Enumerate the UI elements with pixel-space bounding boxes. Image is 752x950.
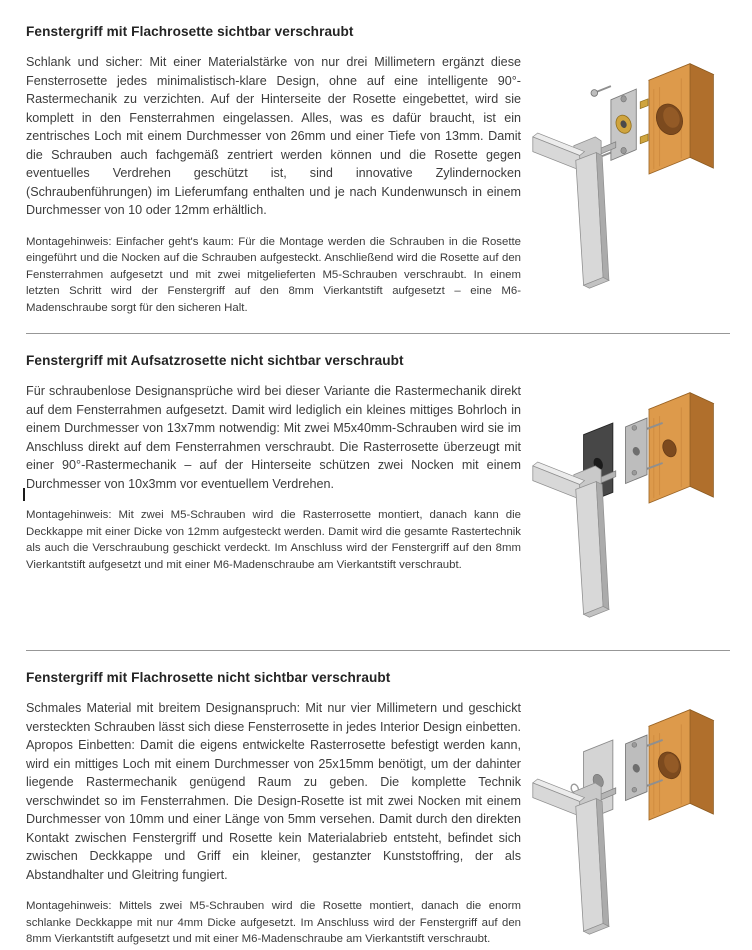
cylinder-cams (640, 99, 648, 144)
section-body-text: Schmales Material mit breitem Designanspruch: Mit nur vier Millimetern und geschickt versteckten Schrauben lässt sich diese Fensterrosette in jedes Interior Design einbetten. Apropos Einbetten: Damit die eigens entwickelte Rasterrosette befestigt werden kann, wird ein mittiges Loch mit einem Durchmesser von 25x15mm benötigt, um der dahinter liegende Rastermechanik genügend Raum zu geben. Die komplette Technik verschwindet so im Fensterrahmen. Die Design-Rosette ist mit zwei Nocken mit einem Durchmesser von 10mm und einer Länge von 5mm versehen. Damit durch den direkten Kontakt zwischen Fenstergriff und Rosette kein Materialabrieb entsteht, befindet sich zwischen Deckkappe und Griff ein kleiner, gestanzter Kunststoffring, der als Abstandhalter und Gleitring fungiert. (26, 701, 521, 882)
exploded-view-illustration-2 (525, 374, 730, 633)
section-title: Fenstergriff mit Flachrosette nicht sichtbar verschraubt (26, 670, 391, 685)
section-title: Fenstergriff mit Aufsatzrosette nicht sichtbar verschraubt (26, 353, 404, 368)
text-cursor (23, 488, 25, 501)
window-frame-block (649, 393, 713, 503)
product-illustration-flachrosette-nicht-sichtbar (521, 691, 730, 950)
window-frame-block (649, 710, 713, 820)
product-illustration-aufsatzrosette (521, 374, 730, 633)
section-divider (26, 650, 730, 651)
section-body-text: Für schraubenlose Designansprüche wird bei dieser Variante die Rastermechanik direkt auf dem Fensterrahmen aufgesetzt. Damit wird lediglich ein kleines mittiges Bohrloch in einem Durchmesser von 13x7mm notwendig: Mit zwei M5x40mm-Schrauben wird sie im Anschluss direkt auf dem Fensterrahmen verschraubt. Die Rasterrosette überzeugt mit einer 90°-Rastermechanik – auf der Hinterseite schützen zwei Nocken mit einem Durchmesser von 10x3mm vor eventuellem Verdrehen. (26, 384, 521, 491)
section-flachrosette-nicht-sichtbar (26, 670, 730, 950)
exploded-view-illustration-1 (525, 45, 730, 304)
section-body-text: Schlank und sicher: Mit einer Materialstärke von nur drei Millimetern ergänzt diese Fensterrosette jedes minimalistisch-klare Design, ohne auf eine intelligente 90°-Rastermechanik zu verzichten. Auf der Hinterseite der Rosette eingebettet, wird sie komplett in den Fensterrahmen eingelassen. Alles, was es dafür braucht, ist ein zentrisches Loch mit einem Durchmesser von 26mm und einer Tiefe von 13mm. Damit die Schrauben auch fachgemäß zentriert werden können und die Rosette gegen eventuelles Verdrehen geschützt ist, sind innovative Zylindernocken (Schraubenführungen) im Lieferumfang enthalten und je nach Kundenwunsch in einem Durchmesser von 10 oder 12mm erhältlich. (26, 55, 521, 217)
section-flachrosette-sichtbar (26, 24, 730, 316)
section-montage-text: Montagehinweis: Einfacher geht's kaum: Für die Montage werden die Schrauben in die Rosette eingeführt und die Nocken auf die Schrauben aufgesteckt. Anschließend wird die Rosette auf den Fensterrahmen aufgesetzt und mit zwei mitgelieferten M5-Schrauben verschraubt. In einem letzten Schritt wird der Fenstergriff auf den 8mm Vierkantstift aufgesetzt – eine M6-Madenschraube sorgt für den sicheren Halt. (26, 235, 521, 314)
section-title: Fenstergriff mit Flachrosette sichtbar verschraubt (26, 24, 354, 39)
section-aufsatzrosette (26, 353, 730, 633)
section-montage-text: Montagehinweis: Mittels zwei M5-Schrauben wird die Rosette montiert, danach die enorm schlanke Deckkappe mit nur 4mm Dicke aufgesetzt. Im Anschluss wird der Fenstergriff auf den 8mm Vierkantstift aufgesetzt und mit einer M6-Madenschraube am Vierkantstift verschraubt. (26, 900, 521, 945)
section-divider (26, 333, 730, 334)
section-montage-text: Montagehinweis: Mit zwei M5-Schrauben wird die Rasterrosette montiert, danach kann die Deckkappe mit einer Dicke von 12mm aufgesteckt werden. Damit wird die gesamte Rastertechnik als auch die Verschraubung geschickt verdeckt. Im Anschluss wird der Fenstergriff auf den 8mm Vierkantstift aufgesetzt und mit einer M6-Madenschraube am Vierkantstift verschraubt. (26, 509, 521, 571)
flat-rosette (611, 89, 636, 160)
product-illustration-flachrosette-sichtbar (521, 45, 730, 304)
exploded-view-illustration-3 (525, 691, 730, 950)
window-frame-block (649, 64, 713, 174)
